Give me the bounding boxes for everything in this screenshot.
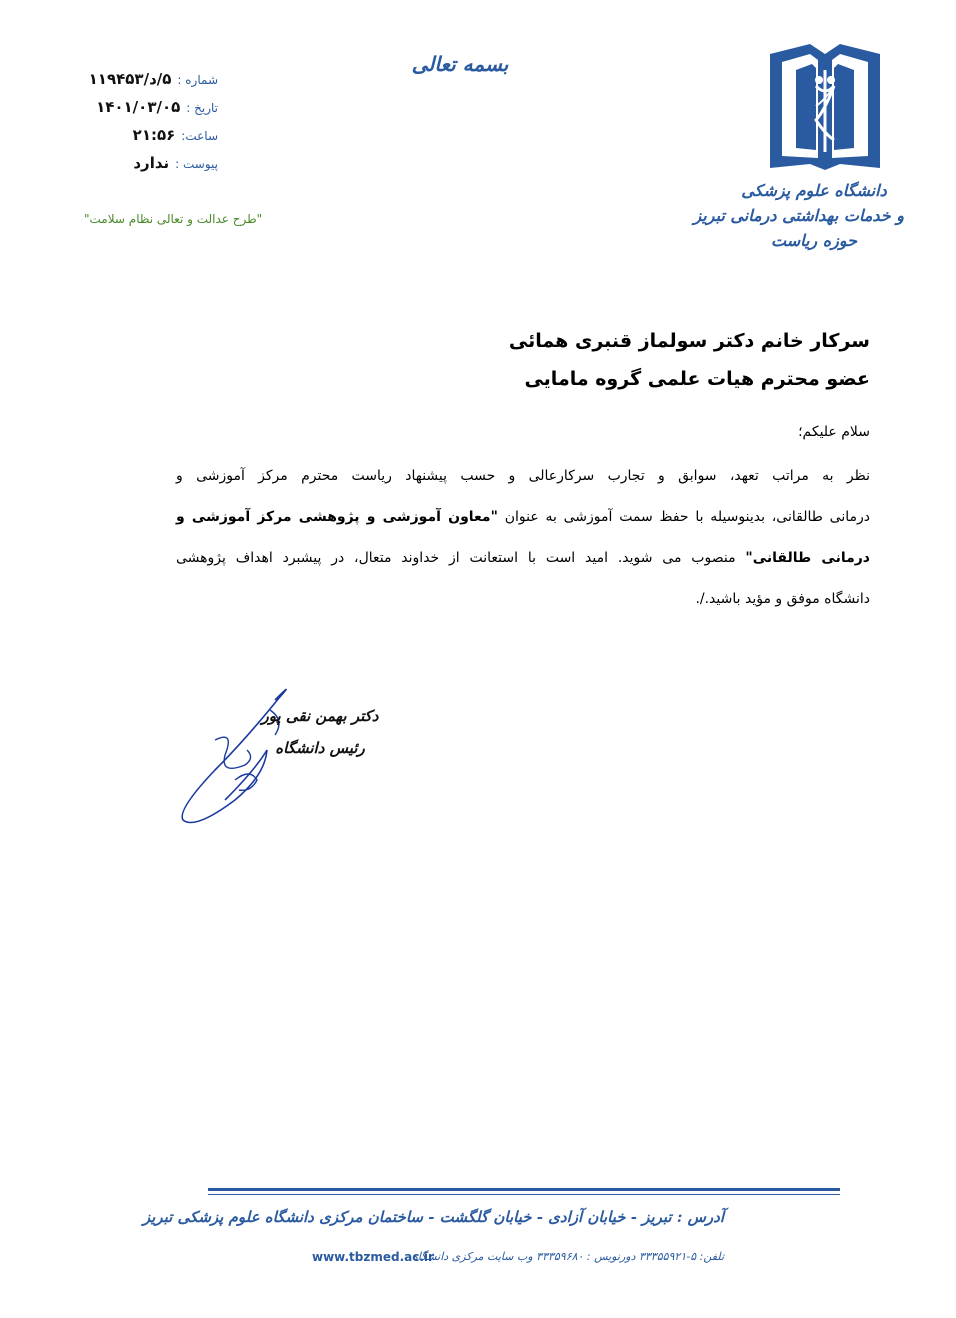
- body-line-4: دانشگاه موفق و مؤید باشید./.: [695, 591, 870, 607]
- signer: [250, 700, 390, 764]
- meta-number-row: [78, 70, 218, 98]
- addressee: [370, 322, 870, 398]
- letter-meta: [78, 70, 218, 182]
- meta-time-row: [78, 126, 218, 154]
- date-label: تاریخ :: [186, 101, 218, 115]
- body-line-2: [176, 497, 870, 538]
- date-value: ۱۴۰۱/۰۳/۰۵: [96, 98, 181, 116]
- number-label: شماره :: [177, 73, 218, 87]
- meta-attachment-row: [78, 154, 218, 182]
- org-line-1: دانشگاه علوم پزشکی: [741, 181, 887, 200]
- organization-name: [693, 178, 904, 253]
- body-line-1: نظر به مراتب تعهد، سوابق و تجارب سرکارعالی و حسب پیشنهاد ریاست محترم مرکز آموزشی و: [176, 468, 870, 484]
- attachment-value: ندارد: [133, 154, 170, 172]
- body-line-3: [176, 538, 870, 579]
- appointment-title-part-2: درمانی طالقانی": [745, 550, 870, 566]
- addressee-name: سرکار خانم دکتر سولماز قنبری همائی: [508, 330, 870, 352]
- greeting: سلام علیکم؛: [798, 424, 870, 440]
- addressee-position: عضو محترم هیات علمی گروه مامایی: [524, 368, 870, 390]
- attachment-label: پیوست :: [175, 157, 218, 171]
- time-label: ساعت:: [181, 129, 218, 143]
- body-line-3-text: منصوب می شوید. امید است با استعانت از خداوند متعال، در پیشبرد اهداف پژوهشی: [176, 550, 746, 566]
- footer-divider-thin: [208, 1194, 840, 1195]
- motto: "طرح عدالت و تعالی نظام سلامت": [84, 212, 263, 226]
- body-line-2-text: درمانی طالقانی، بدینوسیله با حفظ سمت آموزشی به عنوان: [497, 509, 870, 525]
- footer-divider: [208, 1188, 840, 1191]
- footer-contact: تلفن: ۵-۳۳۳۵۵۹۲۱ دورنویس : ۳۳۳۵۹۶۸۰ وب سایت مرکزی دانشگاه: [412, 1250, 724, 1263]
- org-line-2: و خدمات بهداشتی درمانی تبریز: [693, 206, 904, 225]
- footer-website-link[interactable]: www.tbzmed.ac.ir: [312, 1250, 434, 1264]
- time-value: ۲۱:۵۶: [132, 126, 176, 144]
- signer-name: دکتر بهمن نقی پور: [261, 707, 379, 725]
- bismillah-heading: بسمه تعالی: [411, 52, 509, 76]
- org-line-3: حوزه ریاست: [770, 231, 857, 250]
- signer-title: رئیس دانشگاه: [275, 739, 365, 757]
- meta-date-row: [78, 98, 218, 126]
- university-logo-icon: [766, 40, 884, 172]
- footer-address: آدرس : تبریز - خیابان آزادی - خیابان گلگشت - ساختمان مرکزی دانشگاه علوم پزشکی تبریز: [142, 1208, 724, 1226]
- letter-body: [176, 456, 870, 620]
- number-value: ۵/د/۱۱۹۴۵۳: [88, 70, 172, 88]
- appointment-title-part-1: "معاون آموزشی و پژوهشی مرکز آموزشی و: [176, 509, 498, 525]
